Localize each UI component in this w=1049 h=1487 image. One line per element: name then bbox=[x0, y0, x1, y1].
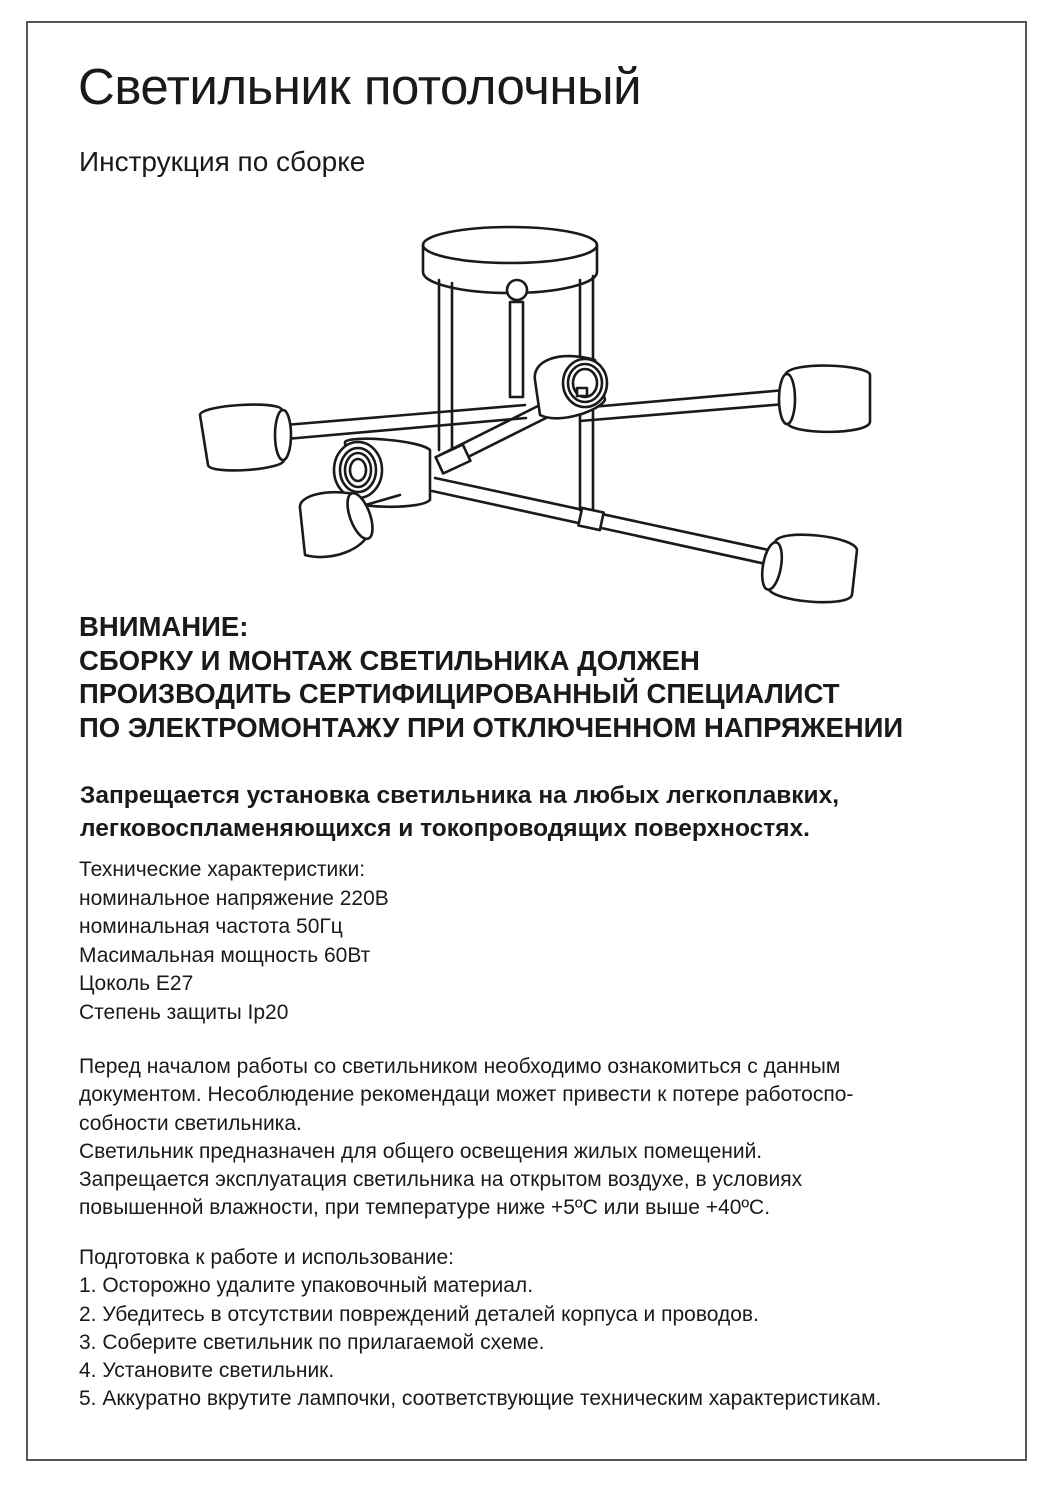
warning-block bbox=[79, 610, 1019, 744]
arm-right bbox=[580, 366, 870, 432]
warning-heading: ВНИМАНИЕ: bbox=[79, 611, 249, 642]
step-item: 2. Убедитесь в отсутствии повреждений деталей корпуса и проводов. bbox=[79, 1302, 759, 1326]
step-item: 3. Соберите светильник по прилагаемой схеме. bbox=[79, 1330, 545, 1354]
note-line: повышенной влажности, при температуре ниже +5ºС или выше +40ºС. bbox=[79, 1196, 771, 1220]
step-item: 4. Установите светильник. bbox=[79, 1359, 335, 1383]
step-item: 5. Аккуратно вкрутите лампочки, соответствующие техническим характеристикам. bbox=[79, 1387, 882, 1411]
preparation-heading: Подготовка к работе и использование: bbox=[79, 1246, 454, 1269]
spec-item: Степень защиты Ip20 bbox=[79, 1000, 289, 1024]
note-line: Перед началом работы со светильником необходимо ознакомиться с данным bbox=[79, 1055, 841, 1078]
document-subtitle: Инструкция по сборке bbox=[79, 146, 366, 177]
specs-heading: Технические характеристики: bbox=[79, 858, 366, 881]
socket-lower-left bbox=[300, 490, 400, 557]
note-line: документом. Несоблюдение рекомендаци может привести к потере работоспо- bbox=[79, 1083, 854, 1107]
preparation-steps bbox=[79, 1244, 881, 1414]
warning-line: ПО ЭЛЕКТРОМОНТАЖУ ПРИ ОТКЛЮЧЕННОМ НАПРЯЖЕНИИ bbox=[79, 711, 904, 743]
spec-item: номинальная частота 50Гц bbox=[79, 915, 343, 938]
technical-specs bbox=[79, 856, 389, 1027]
spec-item: Цоколь Е27 bbox=[79, 972, 194, 995]
arm-front-right bbox=[432, 478, 857, 602]
prohibition-line: легковоспламеняющихся и токопроводящих поверхностях. bbox=[80, 814, 810, 842]
note-line: собности светильника. bbox=[79, 1111, 302, 1135]
ceiling-lamp-illustration bbox=[180, 210, 900, 610]
usage-notes bbox=[79, 1053, 853, 1223]
spec-item: Масимальная мощность 60Вт bbox=[79, 943, 371, 967]
spec-item: номинальное напряжение 220В bbox=[79, 886, 389, 910]
prohibition-line: Запрещается установка светильника на любых легкоплавких, bbox=[80, 782, 840, 809]
note-line: Светильник предназначен для общего освещения жилых помещений. bbox=[79, 1139, 763, 1163]
step-item: 1. Осторожно удалите упаковочный материал. bbox=[79, 1274, 534, 1298]
prohibition-block bbox=[80, 780, 1030, 845]
hub-joint bbox=[436, 445, 471, 474]
document-title: Светильник потолочный bbox=[78, 58, 642, 115]
warning-line: СБОРКУ И МОНТАЖ СВЕТИЛЬНИКА ДОЛЖЕН bbox=[79, 644, 700, 676]
warning-line: ПРОИЗВОДИТЬ СЕРТИФИЦИРОВАННЫЙ СПЕЦИАЛИСТ bbox=[79, 678, 840, 709]
note-line: Запрещается эксплуатация светильника на открытом воздухе, в условиях bbox=[79, 1168, 803, 1192]
